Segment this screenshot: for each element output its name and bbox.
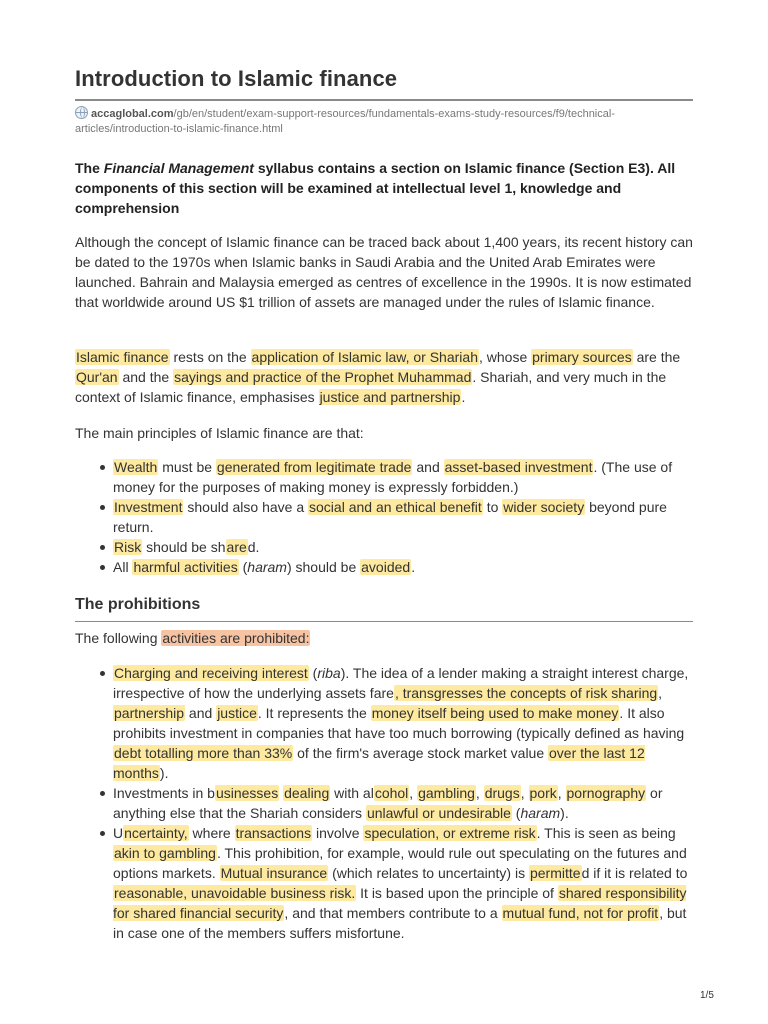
text: .	[461, 389, 466, 405]
highlight: application of Islamic law, or Shariah	[251, 349, 478, 365]
italic-text: riba	[317, 665, 341, 681]
list-item	[75, 537, 693, 557]
highlight: unlawful or undesirable	[366, 805, 511, 821]
text: . It also prohibits investment in companies that have too much borrowing (typically defined as having	[113, 705, 685, 741]
text: , and that members contribute to a	[284, 905, 502, 921]
highlight: pork	[529, 785, 557, 801]
highlight: over the last 12 months	[113, 745, 645, 781]
globe-icon	[75, 106, 88, 119]
text: Investments in b	[113, 785, 215, 801]
highlight: sayings and practice of the Prophet Muhammad	[174, 369, 472, 385]
text: where	[188, 825, 235, 841]
text: .	[411, 559, 416, 575]
section-heading: The prohibitions	[75, 596, 201, 613]
highlight: generated from legitimate trade	[216, 459, 412, 475]
text: ) should be	[286, 559, 361, 575]
highlight: Qur'an	[76, 369, 118, 385]
shariah-paragraph	[75, 347, 693, 407]
text: , but in case one of the members suffers misfortune.	[113, 905, 687, 941]
highlight: harmful activities	[133, 559, 238, 575]
list-item	[75, 497, 693, 537]
highlight: usinesses	[215, 785, 279, 801]
principles-intro: The main principles of Islamic finance are that:	[75, 425, 364, 441]
text: rests on the	[169, 349, 251, 365]
text: d.	[247, 539, 260, 555]
highlight: money itself being used to make money	[371, 705, 619, 721]
highlight: shared responsibility for shared financial security	[113, 885, 687, 921]
text: with al	[330, 785, 374, 801]
text: It is based upon the principle of	[356, 885, 558, 901]
list-item	[75, 557, 693, 577]
text: beyond pure return.	[113, 499, 667, 535]
highlight: Wealth	[114, 459, 158, 475]
url-domain: accaglobal.com	[91, 108, 174, 120]
highlight: debt totalling more than 33%	[114, 745, 293, 761]
prohibitions-intro	[75, 628, 693, 648]
text: should also have a	[183, 499, 309, 515]
text: should be sh	[142, 539, 226, 555]
text: and	[185, 705, 217, 721]
highlight: Islamic finance	[76, 349, 169, 365]
text: . This is seen as being	[536, 825, 676, 841]
source-url[interactable]	[75, 106, 693, 137]
highlight: gambling	[418, 785, 475, 801]
text: involve	[312, 825, 364, 841]
highlight: Risk	[114, 539, 142, 555]
highlight: asset-based investment	[444, 459, 593, 475]
text: ,	[520, 785, 529, 801]
list-item	[75, 783, 693, 823]
principles-list	[75, 457, 693, 577]
intro-paragraph	[75, 158, 693, 218]
highlight: social and an ethical benefit	[309, 499, 482, 515]
text: (	[238, 559, 248, 575]
text: . Shariah, and very much in the context of Islamic finance, emphasises	[75, 369, 667, 405]
highlight: wider society	[503, 499, 585, 515]
prohibitions-list	[75, 663, 693, 943]
highlight: reasonable, unavoidable business risk.	[114, 885, 356, 901]
section-divider	[75, 621, 693, 622]
text: ,	[475, 785, 484, 801]
highlight: avoided	[361, 559, 411, 575]
text: d if it is related to	[581, 865, 688, 881]
text: . It represents the	[257, 705, 371, 721]
url-path-2: articles/introduction-to-islamic-finance.html	[75, 123, 283, 135]
highlight: justice	[217, 705, 257, 721]
intro-text: The	[75, 160, 104, 176]
text: ). The idea of a lender making a straight interest charge, irrespective of how the underlying assets fare	[113, 665, 689, 701]
highlight: partnership	[114, 705, 185, 721]
history-paragraph: Although the concept of Islamic finance can be traced back about 1,400 years, its recent history can be dated to the 1970s when Islamic banks in Saudi Arabia and the United Arab Emirates were launched. Bahrain and Malaysia emerged as centres of excellence in the 1990s. It is now estimated that worldwide around US $1 trillion of assets are managed under the rules of Islamic finance.	[75, 234, 693, 310]
text: . This prohibition, for example, would rule out speculating on the futures and options markets.	[113, 845, 687, 881]
highlight: speculation, or extreme risk	[364, 825, 536, 841]
highlight-orange: activities are prohibited:	[162, 630, 310, 646]
text: (	[308, 665, 318, 681]
page-number: 1/5	[700, 990, 714, 1001]
highlight: justice and partnership	[319, 389, 461, 405]
text: of the firm's average stock market value	[293, 745, 549, 761]
page-title: Introduction to Islamic finance	[75, 66, 398, 91]
text: (	[511, 805, 521, 821]
text: must be	[158, 459, 216, 475]
text: . (The use of money for the purposes of making money is expressly forbidden.)	[113, 459, 673, 495]
text: ).	[560, 805, 569, 821]
italic-text: haram	[520, 805, 561, 821]
highlight: pornography	[566, 785, 646, 801]
text: and the	[118, 369, 174, 385]
highlight: drugs	[484, 785, 520, 801]
text: ,	[557, 785, 566, 801]
text: (which relates to uncertainty) is	[328, 865, 529, 881]
intro-italic: Financial Management	[103, 160, 254, 176]
highlight: , transgresses the concepts of risk sharing	[394, 685, 658, 701]
highlight: are	[226, 539, 247, 555]
highlight: ncertainty,	[124, 825, 188, 841]
text: ,	[409, 785, 418, 801]
text: , whose	[478, 349, 532, 365]
list-item	[75, 663, 693, 783]
text: The following	[75, 630, 162, 646]
text: ,	[658, 685, 663, 701]
title-divider	[75, 99, 693, 101]
highlight: dealing	[284, 785, 330, 801]
text: are the	[632, 349, 681, 365]
text: and	[412, 459, 444, 475]
text: ).	[159, 765, 169, 781]
highlight: akin to gambling	[114, 845, 216, 861]
highlight: permitte	[529, 865, 581, 881]
intro-text: syllabus contains a section on Islamic finance (Section E3). All components of this section will be examined at intellectual level 1, knowledge and comprehension	[75, 160, 676, 216]
highlight: Charging and receiving interest	[114, 665, 308, 681]
highlight: mutual fund, not for profit	[502, 905, 659, 921]
highlight: primary sources	[532, 349, 632, 365]
highlight: Mutual insurance	[220, 865, 328, 881]
list-item	[75, 823, 693, 943]
list-item	[75, 457, 693, 497]
url-path-1: /gb/en/student/exam-support-resources/fundamentals-exams-study-resources/f9/technical-	[173, 108, 615, 120]
italic-text: haram	[247, 559, 287, 575]
text: All	[113, 559, 133, 575]
text: or anything else that the Shariah considers	[113, 785, 663, 821]
text: U	[113, 825, 124, 841]
highlight: Investment	[114, 499, 183, 515]
highlight: transactions	[235, 825, 312, 841]
highlight: cohol	[374, 785, 409, 801]
text: to	[482, 499, 503, 515]
